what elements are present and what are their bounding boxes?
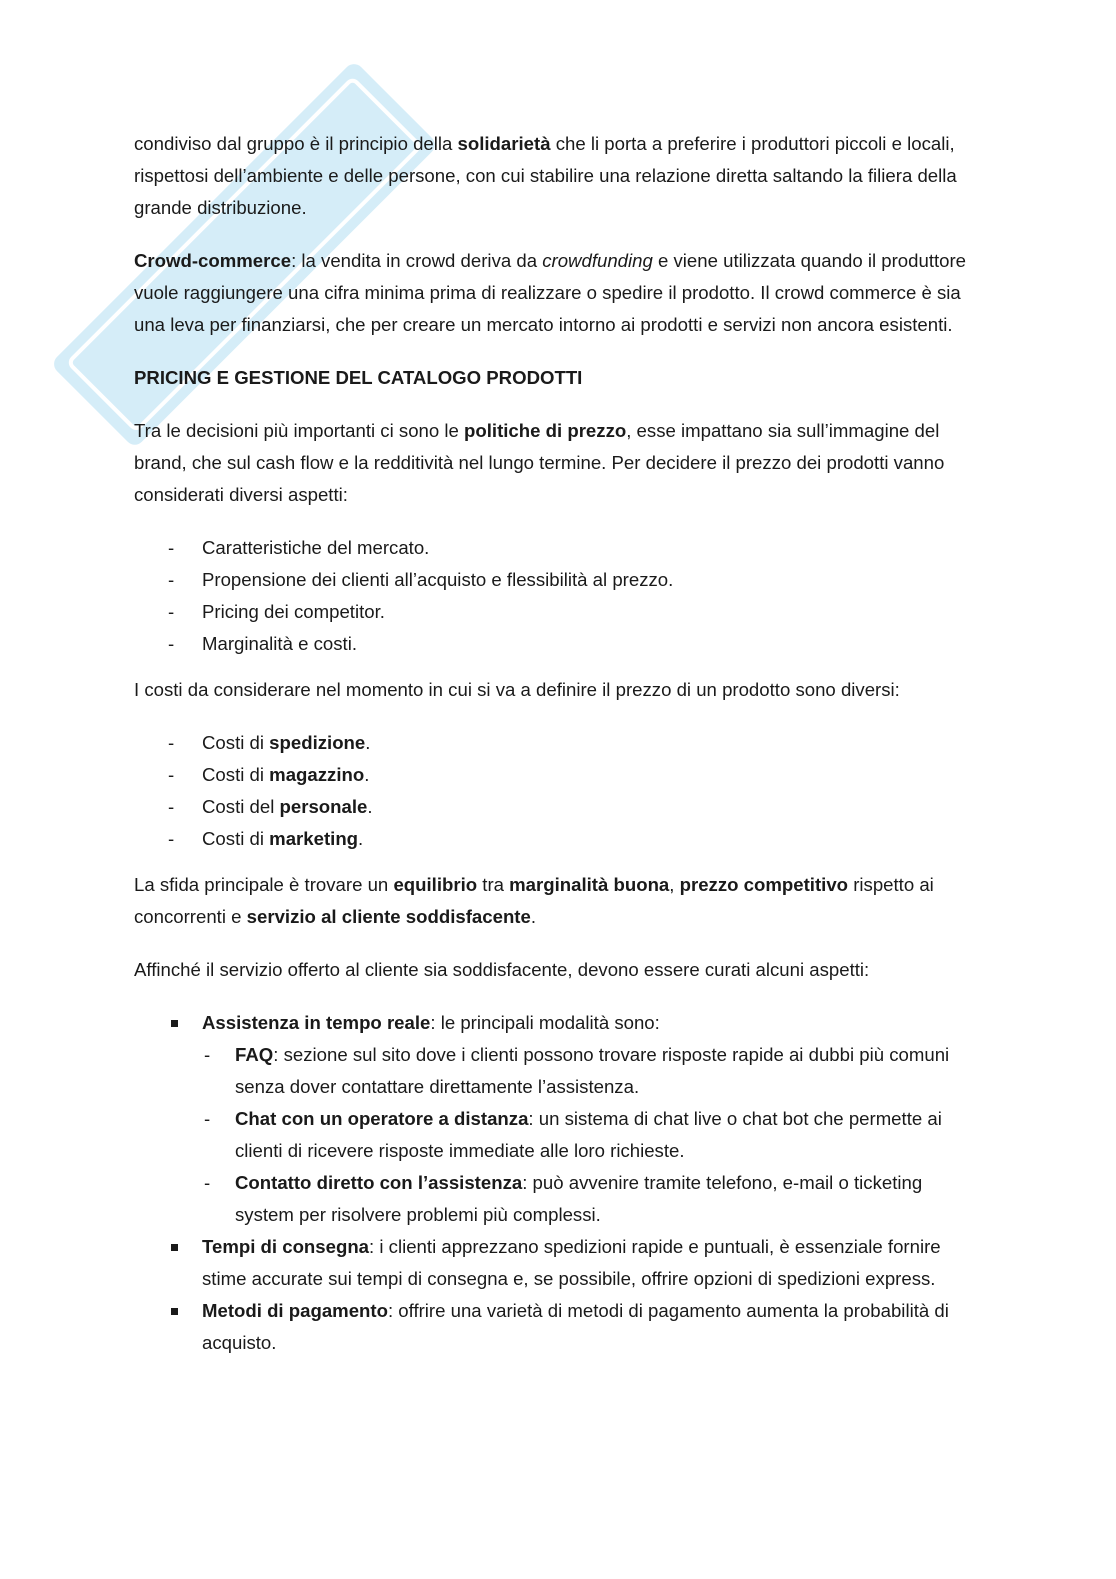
list-item: - Pricing dei competitor. [134,596,984,628]
list-item: Assistenza in tempo reale: le principali modalità sono: - FAQ: sezione sul sito dove i clienti possono trovare risposte rapide ai dubbi più comuni senza dover contattare direttamente l’assistenza. - Chat con un operatore a distanza: un sistema di chat live o chat bot che permette ai clienti di ricevere risposte immediate alle loro richieste. - Contatto diretto con l’assistenza: può avvenire tramite telefono, e-mail o ticketing system per risolvere problemi più complessi. [134,1007,984,1231]
list-item: - Costi del personale. [134,791,984,823]
section-heading: PRICING E GESTIONE DEL CATALOGO PRODOTTI [134,367,583,388]
list-item: - Costi di magazzino. [134,759,984,791]
list-item: - Marginalità e costi. [134,628,984,660]
service-aspects-list [134,1007,984,1359]
crowd-commerce-paragraph: Crowd-commerce: la vendita in crowd deriva da crowdfunding e viene utilizzata quando il produttore vuole raggiungere una cifra minima prima di realizzare o spedire il prodotto. Il crowd commerce è sia una leva per finanziarsi, che per creare un mercato intorno ai prodotti e servizi non ancora esistenti. [134,250,967,335]
costs-intro-paragraph: I costi da considerare nel momento in cui si va a definire il prezzo di un prodotto sono diversi: [134,679,900,700]
intro-paragraph: condiviso dal gruppo è il principio della solidarietà che li porta a preferire i produttori piccoli e locali, rispettosi dell’ambiente e delle persone, con cui stabilire una relazione diretta saltando la filiera della grande distribuzione. [134,133,957,218]
document-page [134,128,984,1373]
list-item: - Contatto diretto con l’assistenza: può avvenire tramite telefono, e-mail o ticketing system per risolvere problemi più complessi. [202,1167,984,1231]
list-item: - Costi di spedizione. [134,727,984,759]
challenge-paragraph: La sfida principale è trovare un equilibrio tra marginalità buona, prezzo competitivo rispetto ai concorrenti e servizio al cliente soddisfacente. [134,874,934,927]
list-item: - FAQ: sezione sul sito dove i clienti possono trovare risposte rapide ai dubbi più comuni senza dover contattare direttamente l’assistenza. [202,1039,984,1103]
assistance-sublist [202,1039,984,1231]
service-intro-paragraph: Affinché il servizio offerto al cliente sia soddisfacente, devono essere curati alcuni aspetti: [134,959,870,980]
pricing-aspects-list [134,532,984,660]
list-item: Metodi di pagamento: offrire una varietà di metodi di pagamento aumenta la probabilità di acquisto. [134,1295,984,1359]
list-item: - Caratteristiche del mercato. [134,532,984,564]
list-item: - Propensione dei clienti all’acquisto e flessibilità al prezzo. [134,564,984,596]
list-item: - Costi di marketing. [134,823,984,855]
list-item: - Chat con un operatore a distanza: un sistema di chat live o chat bot che permette ai clienti di ricevere risposte immediate alle loro richieste. [202,1103,984,1167]
pricing-paragraph: Tra le decisioni più importanti ci sono le politiche di prezzo, esse impattano sia sull’immagine del brand, che sul cash flow e la redditività nel lungo termine. Per decidere il prezzo dei prodotti vanno considerati diversi aspetti: [134,420,945,505]
costs-list [134,727,984,855]
list-item: Tempi di consegna: i clienti apprezzano spedizioni rapide e puntuali, è essenziale fornire stime accurate sui tempi di consegna e, se possibile, offrire opzioni di spedizioni express. [134,1231,984,1295]
